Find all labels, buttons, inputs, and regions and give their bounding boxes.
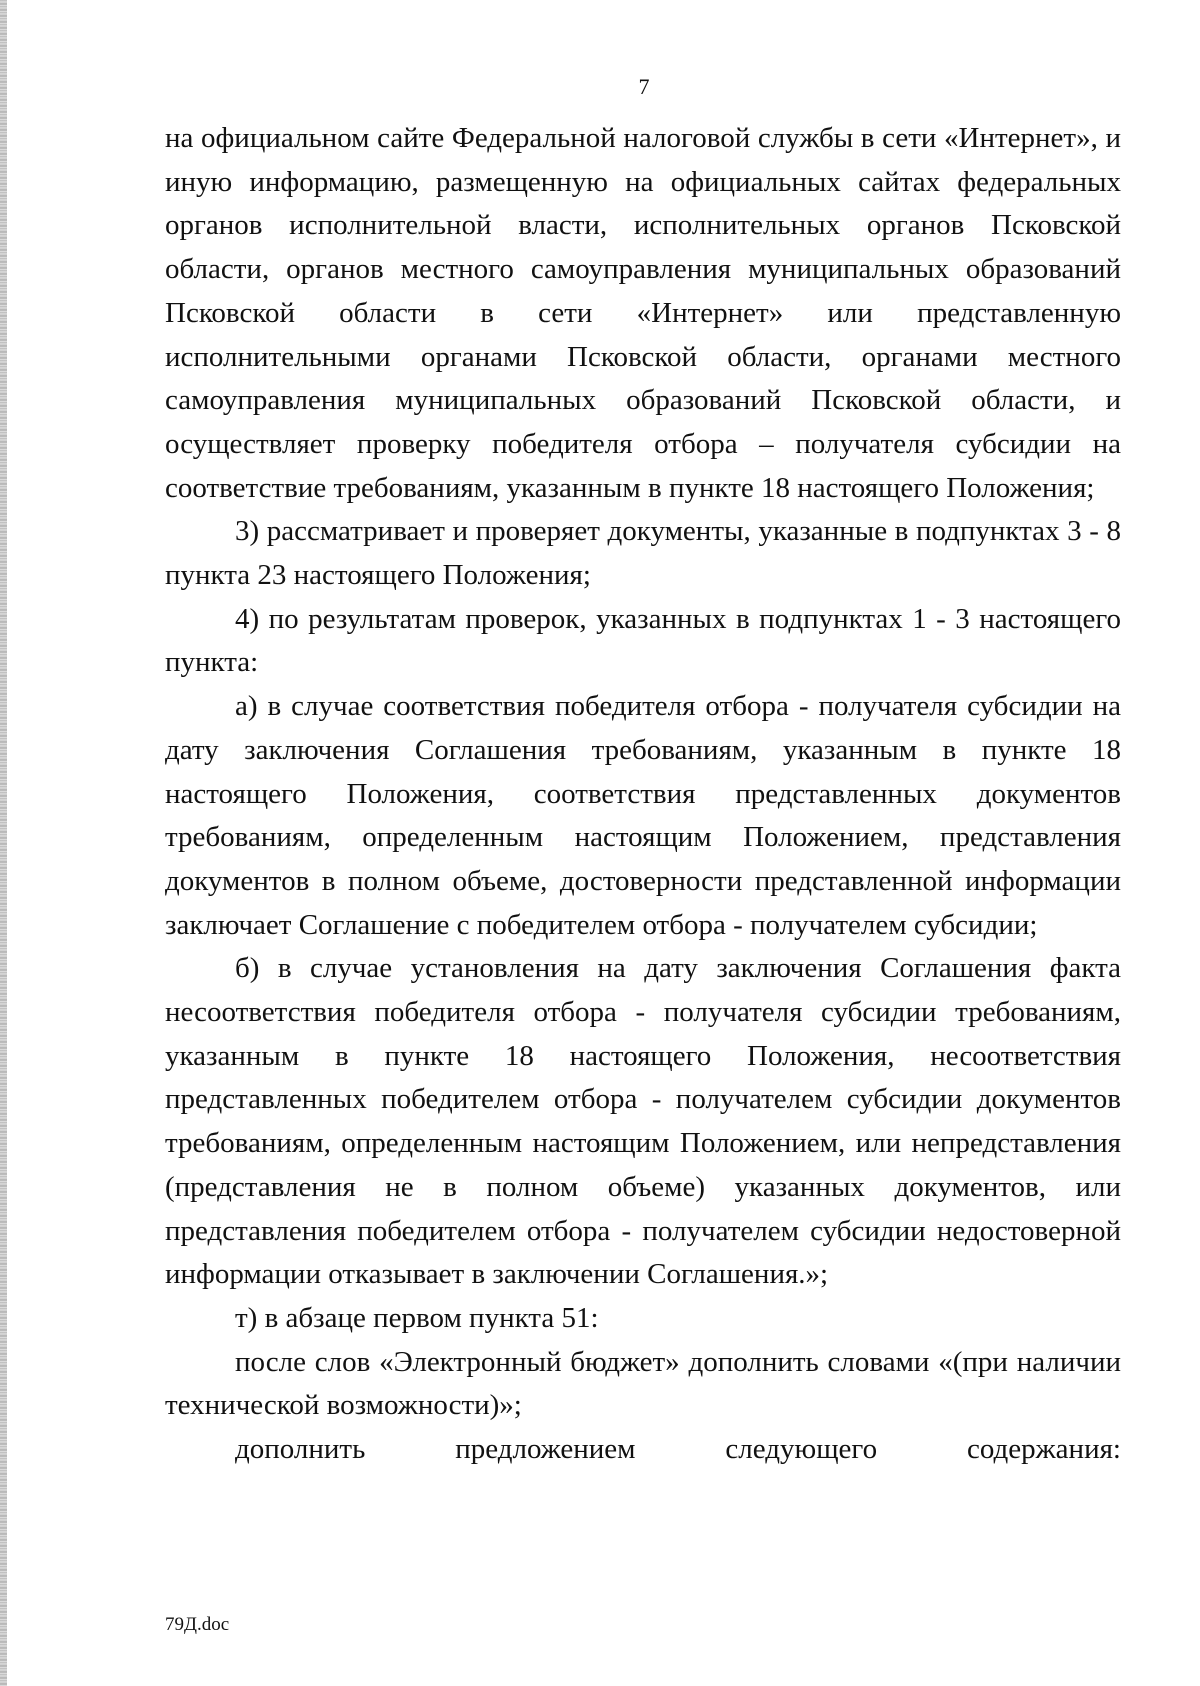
document-footer: 79Д.doc [165, 1614, 230, 1635]
scan-edge [0, 0, 7, 1686]
document-body [165, 117, 1121, 1472]
paragraph-continuation: на официальном сайте Федеральной налоговой службы в сети «Интернет», и иную информацию, размещенную на официальных сайтах федеральных органов исполнительной власти, исполнительных органов Псковской области, органов местного самоуправления муниципальных образований Псковской области в сети «Интернет» или представленную исполнительными органами Псковской области, органами местного самоуправления муниципальных образований Псковской области, и осуществляет проверку победителя отбора – получателя субсидии на соответствие требованиям, указанным в пункте 18 настоящего Положения; [165, 122, 1121, 504]
page-number: 7 [638, 74, 650, 99]
paragraph-item-t: т) в абзаце первом пункта 51: [235, 1301, 599, 1334]
paragraph-after-words: после слов «Электронный бюджет» дополнить словами «(при наличии технической возможности)»; [165, 1345, 1121, 1422]
paragraph-subitem-4: 4) по результатам проверок, указанных в подпунктах 1 - 3 настоящего пункта: [165, 602, 1121, 679]
paragraph-add-sentence: дополнить предложением следующего содержания: [235, 1433, 1121, 1466]
paragraph-subitem-b: б) в случае установления на дату заключения Соглашения факта несоответствия победителя отбора - получателя субсидии требованиям, указанным в пункте 18 настоящего Положения, несоответствия представленных победителем отбора - получателем субсидии документов требованиям, определенным настоящим Положением, или непредставления (представления не в полном объеме) указанных документов, или представления победителем отбора - получателем субсидии недостоверной информации отказывает в заключении Соглашения.»; [165, 952, 1121, 1291]
paragraph-subitem-3: 3) рассматривает и проверяет документы, указанные в подпунктах 3 - 8 пункта 23 настоящего Положения; [165, 515, 1121, 592]
paragraph-subitem-a: а) в случае соответствия победителя отбора - получателя субсидии на дату заключения Соглашения требованиям, указанным в пункте 18 настоящего Положения, соответствия представленных документов требованиям, определенным настоящим Положением, представления документов в полном объеме, достоверности представленной информации заключает Соглашение с победителем отбора - получателем субсидии; [165, 690, 1121, 941]
